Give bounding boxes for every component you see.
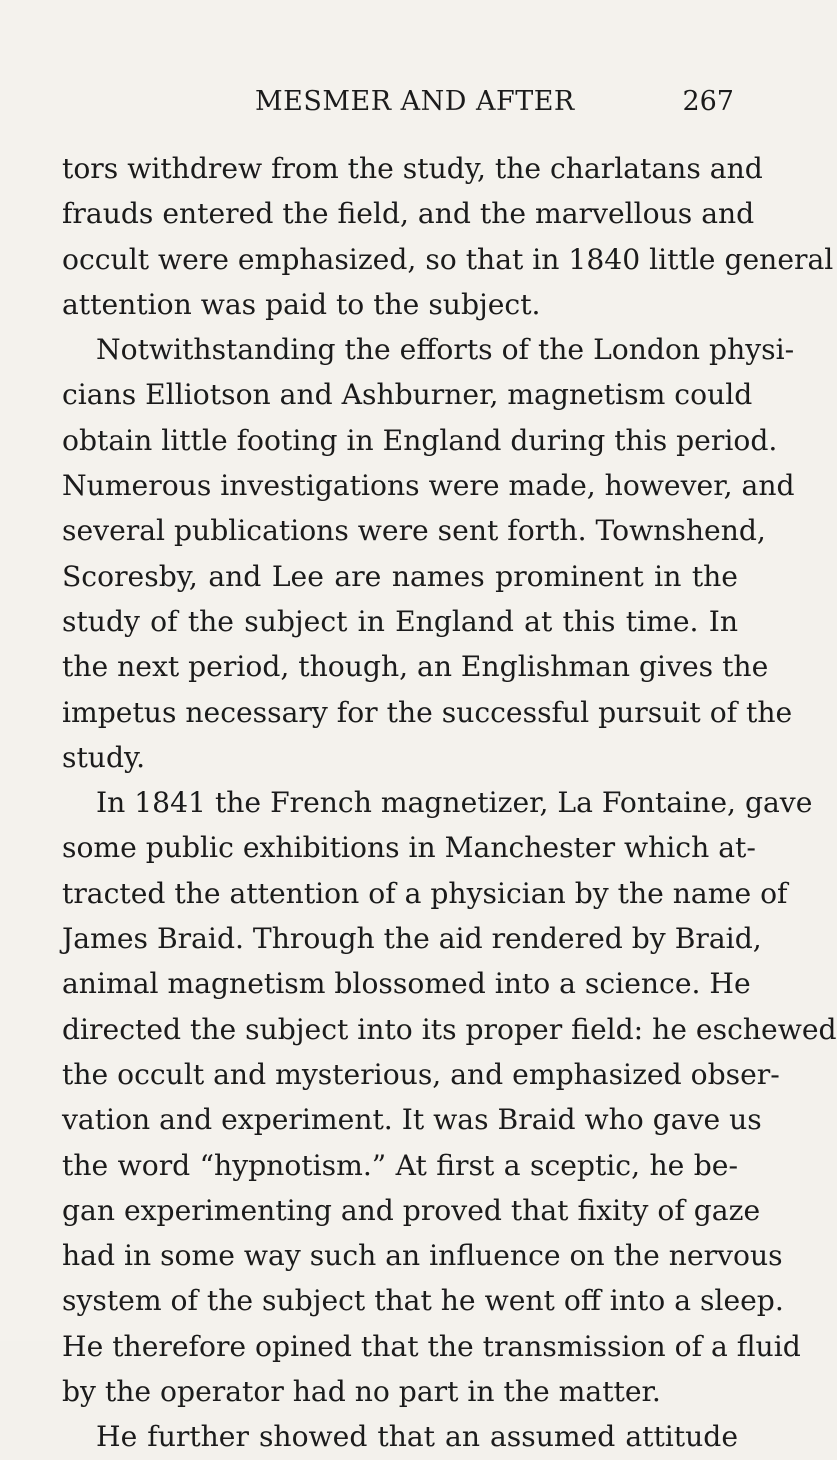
- text-line: the next period, though, an Englishman gives the: [62, 650, 769, 684]
- running-header: [0, 86, 800, 126]
- text-line: cians Elliotson and Ashburner, magnetism could: [62, 378, 753, 412]
- text-line: He therefore opined that the transmission of a fluid: [62, 1329, 801, 1363]
- text-line: some public exhibitions in Manchester which at-: [62, 831, 756, 865]
- text-line: gan experimenting and proved that fixity of gaze: [62, 1193, 761, 1227]
- text-line: the word “hypnotism.” At first a sceptic, he be-: [62, 1148, 738, 1182]
- text-line: had in some way such an influence on the nervous: [62, 1239, 783, 1273]
- text-line: frauds entered the field, and the marvellous and: [62, 197, 755, 231]
- text-line: system of the subject that he went off into a sleep.: [62, 1284, 784, 1318]
- body-text: [62, 146, 837, 1460]
- text-line: James Braid. Through the aid rendered by Braid,: [62, 922, 762, 956]
- text-line: impetus necessary for the successful pursuit of the: [62, 695, 793, 729]
- text-line: by the operator had no part in the matter.: [62, 1375, 661, 1409]
- text-line: Scoresby, and Lee are names prominent in the: [62, 559, 738, 593]
- text-line: several publications were sent forth. Townshend,: [62, 514, 766, 548]
- page-number: 267: [682, 86, 734, 117]
- text-line: directed the subject into its proper field: he eschewed: [62, 1012, 837, 1046]
- text-line: obtain little footing in England during this period.: [62, 423, 778, 457]
- text-line: Numerous investigations were made, however, and: [62, 469, 795, 503]
- text-line: vation and experiment. It was Braid who gave us: [62, 1103, 762, 1137]
- running-title: MESMER AND AFTER: [255, 86, 575, 117]
- text-line: occult were emphasized, so that in 1840 little general: [62, 242, 834, 276]
- text-line: Notwithstanding the efforts of the London physi-: [96, 333, 795, 367]
- text-line: tracted the attention of a physician by the name of: [62, 876, 788, 910]
- text-line: study.: [62, 740, 146, 774]
- text-line: the occult and mysterious, and emphasized obser-: [62, 1057, 780, 1091]
- text-line: tors withdrew from the study, the charlatans and: [62, 152, 763, 185]
- text-line: In 1841 the French magnetizer, La Fontaine, gave: [96, 786, 813, 820]
- text-line: attention was paid to the subject.: [62, 287, 541, 321]
- text-line: study of the subject in England at this time. In: [62, 604, 738, 638]
- text-line: animal magnetism blossomed into a science. He: [62, 967, 751, 1001]
- text-line: He further showed that an assumed attitude: [96, 1420, 738, 1454]
